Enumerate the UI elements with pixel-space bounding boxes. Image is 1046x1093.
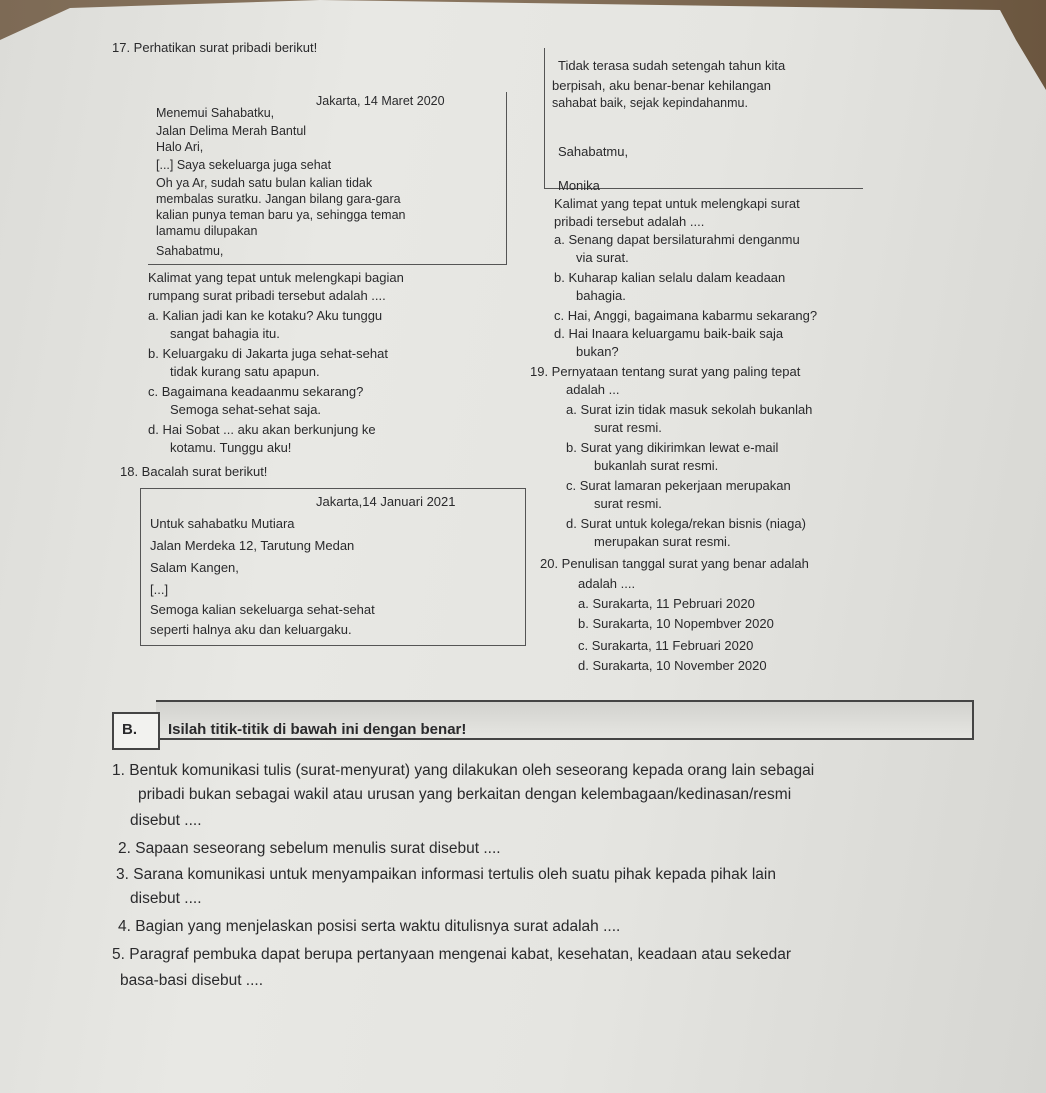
q18-cont-sign: Sahabatmu, — [558, 144, 629, 159]
q17-letter-sign: Sahabatmu, — [156, 244, 224, 258]
q17-letter-line4: kalian punya teman baru ya, sehingga teman — [156, 208, 406, 222]
section-b-item-2: 2. Sapaan seseorang sebelum menulis surat disebut .... — [118, 840, 501, 857]
q20-option-a: a. Surakarta, 11 Pebruari 2020 — [578, 596, 755, 611]
q18-letter-line6: seperti halnya aku dan keluargaku. — [150, 622, 352, 637]
q17-option-a: a. Kalian jadi kan ke kotaku? Aku tunggu — [148, 308, 383, 323]
q18-cont-name: Monika — [558, 178, 600, 193]
section-b-letter: B. — [122, 721, 137, 738]
q18-letter-line5: Semoga kalian sekeluarga sehat-sehat — [150, 602, 375, 617]
q17-letter-greet: Halo Ari, — [156, 140, 204, 154]
q17-stem: 17. Perhatikan surat pribadi berikut! — [112, 40, 318, 55]
q20-option-c: c. Surakarta, 11 Februari 2020 — [578, 638, 754, 653]
q18-letter-line3: Salam Kangen, — [150, 560, 239, 575]
q17-option-c: c. Bagaimana keadaanmu sekarang? — [148, 384, 364, 399]
q19-option-c: c. Surat lamaran pekerjaan merupakan — [566, 478, 791, 493]
q19-option-d: d. Surat untuk kolega/rekan bisnis (niaga) — [566, 516, 806, 531]
q17-option-d-cont: kotamu. Tunggu aku! — [170, 440, 292, 455]
q19-option-a: a. Surat izin tidak masuk sekolah bukanlah — [566, 402, 813, 417]
q18-letter-line1: Untuk sahabatku Mutiara — [150, 516, 295, 531]
q17-option-a-cont: sangat bahagia itu. — [170, 326, 280, 341]
q19-option-d-cont: merupakan surat resmi. — [594, 534, 731, 549]
q18-letter-line4: [...] — [150, 582, 169, 597]
q18-option-a: a. Senang dapat bersilaturahmi denganmu — [554, 232, 800, 247]
q18-cont-line1: Tidak terasa sudah setengah tahun kita — [558, 58, 786, 73]
q18-option-d-cont: bukan? — [576, 344, 619, 359]
q18-option-d: d. Hai Inaara keluargamu baik-baik saja — [554, 326, 784, 341]
section-b-item-5: 5. Paragraf pembuka dapat berupa pertanyaan mengenai kabat, kesehatan, keadaan atau sekedar — [112, 946, 792, 963]
q17-letter-line3: membalas suratku. Jangan bilang gara-gara — [156, 192, 401, 206]
q19-stem-line1: 19. Pernyataan tentang surat yang paling tepat — [530, 364, 801, 379]
section-b-item-5-end: basa-basi disebut .... — [120, 972, 264, 989]
q18-option-b-cont: bahagia. — [576, 288, 626, 303]
q18-cont-line3: sahabat baik, sejak kepindahanmu. — [552, 96, 748, 110]
q18-question-line1: Kalimat yang tepat untuk melengkapi surat — [554, 196, 800, 211]
q20-stem-line2: adalah .... — [578, 576, 636, 591]
q18-stem: 18. Bacalah surat berikut! — [120, 464, 268, 479]
q20-option-b: b. Surakarta, 10 Nopembver 2020 — [578, 616, 774, 631]
q17-option-b: b. Keluargaku di Jakarta juga sehat-sehat — [148, 346, 388, 361]
section-b-item-4: 4. Bagian yang menjelaskan posisi serta waktu ditulisnya surat adalah .... — [118, 918, 621, 935]
section-b-item-1: 1. Bentuk komunikasi tulis (surat-menyurat) yang dilakukan oleh seseorang kepada orang lain sebagai — [112, 762, 815, 779]
q17-letter-to2: Jalan Delima Merah Bantul — [156, 124, 307, 138]
section-b-item-3: 3. Sarana komunikasi untuk menyampaikan informasi tertulis oleh suatu pihak kepada pihak lain — [116, 866, 776, 883]
q19-option-c-cont: surat resmi. — [594, 496, 662, 511]
q18-option-c: c. Hai, Anggi, bagaimana kabarmu sekarang? — [554, 308, 818, 323]
q17-letter-to1: Menemui Sahabatku, — [156, 106, 275, 120]
q19-option-b-cont: bukanlah surat resmi. — [594, 458, 719, 473]
section-b-item-1-end: disebut .... — [130, 812, 202, 829]
section-b-item-1-cont: pribadi bukan sebagai wakil atau urusan yang berkaitan dengan kelembagaan/kedinasan/resmi — [138, 786, 792, 803]
q17-question-line1: Kalimat yang tepat untuk melengkapi bagian — [148, 270, 404, 285]
q17-letter-line2: Oh ya Ar, sudah satu bulan kalian tidak — [156, 176, 373, 190]
q18-option-b: b. Kuharap kalian selalu dalam keadaan — [554, 270, 786, 285]
q18-option-a-cont: via surat. — [576, 250, 629, 265]
section-b-item-3-end: disebut .... — [130, 890, 202, 907]
q17-letter-line5: lamamu dilupakan — [156, 224, 258, 238]
section-b-title: Isilah titik-titik di bawah ini dengan benar! — [168, 721, 467, 738]
q17-question-line2: rumpang surat pribadi tersebut adalah .... — [148, 288, 386, 303]
q17-letter-line1: [...] Saya sekeluarga juga sehat — [156, 158, 332, 172]
q19-option-a-cont: surat resmi. — [594, 420, 662, 435]
q17-option-b-cont: tidak kurang satu apapun. — [170, 364, 320, 379]
q18-letter-line2: Jalan Merdeka 12, Tarutung Medan — [150, 538, 355, 553]
q19-option-b: b. Surat yang dikirimkan lewat e-mail — [566, 440, 779, 455]
q18-cont-line2: berpisah, aku benar-benar kehilangan — [552, 78, 771, 93]
q19-stem-line2: adalah ... — [566, 382, 620, 397]
q17-option-d: d. Hai Sobat ... aku akan berkunjung ke — [148, 422, 376, 437]
q18-question-line2: pribadi tersebut adalah .... — [554, 214, 705, 229]
q18-letter-date: Jakarta,14 Januari 2021 — [316, 494, 456, 509]
q20-option-d: d. Surakarta, 10 November 2020 — [578, 658, 767, 673]
q20-stem-line1: 20. Penulisan tanggal surat yang benar adalah — [540, 556, 809, 571]
q17-letter-date: Jakarta, 14 Maret 2020 — [316, 94, 445, 108]
q17-option-c-cont: Semoga sehat-sehat saja. — [170, 402, 322, 417]
